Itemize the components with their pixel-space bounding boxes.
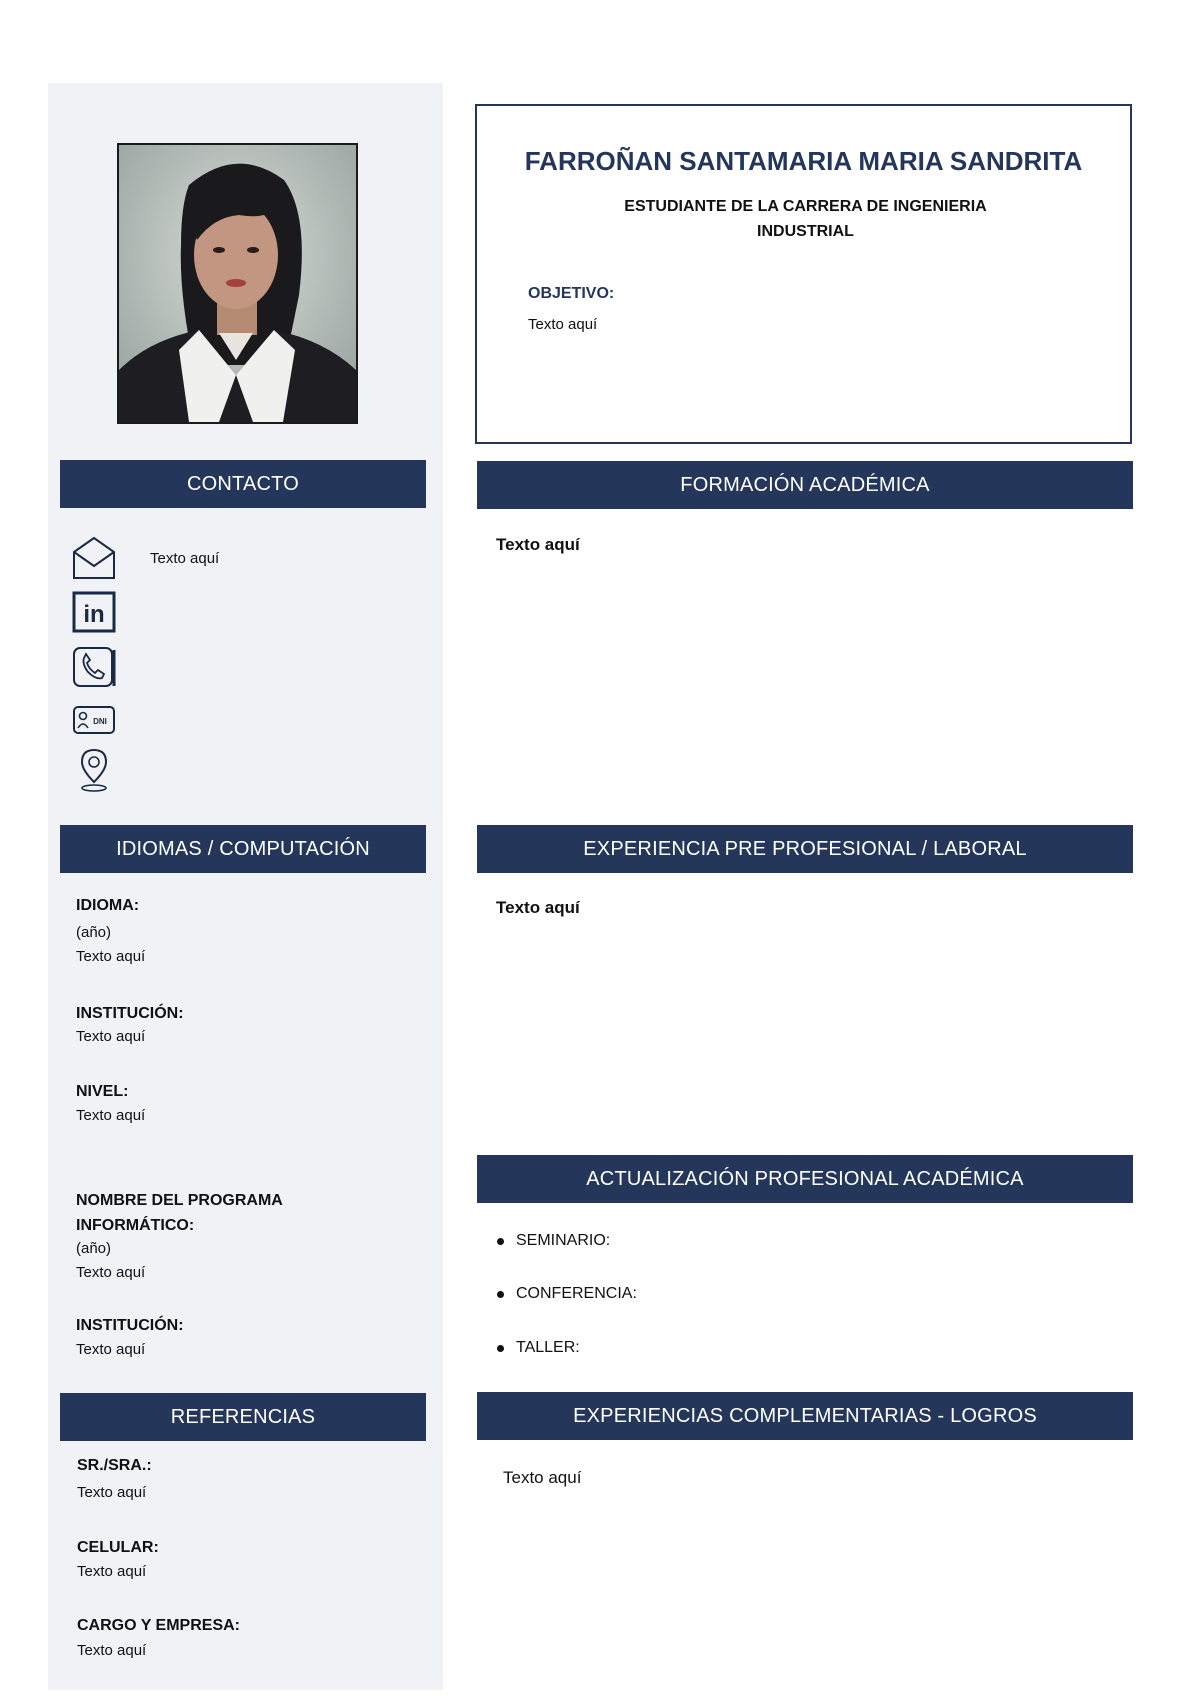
subtitle-line-1: ESTUDIANTE DE LA CARRERA DE INGENIERIA — [624, 198, 987, 215]
languages-section-header — [60, 825, 426, 873]
svg-text:in: in — [83, 601, 105, 628]
nivel-text: Texto aquí — [76, 1107, 146, 1124]
full-name: FARROÑAN SANTAMARIA MARIA SANDRITA — [524, 146, 1083, 176]
profession-subtitle — [597, 194, 1014, 244]
list-item-seminario — [497, 1232, 610, 1250]
envelope-icon — [70, 534, 118, 582]
complementary-section-header — [477, 1392, 1133, 1440]
idioma-label: IDIOMA: — [76, 897, 140, 914]
references-title: REFERENCIAS — [170, 1405, 316, 1428]
sr-text: Texto aquí — [77, 1484, 147, 1501]
objective-text: Texto aquí — [528, 316, 598, 333]
programa-label-line1: NOMBRE DEL PROGRAMA — [76, 1192, 283, 1209]
programa-year: (año) — [76, 1240, 112, 1257]
list-item-conferencia — [497, 1285, 637, 1303]
experience-title: EXPERIENCIA PRE PROFESIONAL / LABORAL — [583, 837, 1027, 860]
institucion-2-text: Texto aquí — [76, 1341, 146, 1358]
references-section-header — [60, 1393, 426, 1441]
linkedin-icon — [70, 588, 118, 636]
programa-text: Texto aquí — [76, 1264, 146, 1281]
experience-text: Texto aquí — [496, 898, 580, 917]
institucion-label: INSTITUCIÓN: — [76, 1005, 184, 1022]
contact-title: CONTACTO — [187, 472, 299, 495]
complementary-text: Texto aquí — [503, 1468, 582, 1487]
subtitle-line-2: INDUSTRIAL — [757, 223, 854, 240]
idioma-text: Texto aquí — [76, 948, 146, 965]
sr-label: SR./SRA.: — [77, 1457, 152, 1474]
bullet-icon — [497, 1238, 504, 1245]
cargo-text: Texto aquí — [77, 1642, 147, 1659]
cargo-label: CARGO Y EMPRESA: — [77, 1617, 240, 1634]
id-card-icon — [70, 696, 118, 744]
complementary-title: EXPERIENCIAS COMPLEMENTARIAS - LOGROS — [573, 1404, 1037, 1427]
celular-text: Texto aquí — [77, 1563, 147, 1580]
svg-text:DNI: DNI — [93, 717, 107, 726]
languages-title: IDIOMAS / COMPUTACIÓN — [116, 837, 370, 860]
nivel-label: NIVEL: — [76, 1083, 129, 1100]
header-box — [475, 104, 1132, 444]
experience-section-header — [477, 825, 1133, 873]
taller-label: TALLER: — [516, 1339, 580, 1356]
list-item-taller — [497, 1339, 580, 1357]
education-text: Texto aquí — [496, 535, 580, 554]
bullet-icon — [497, 1345, 504, 1352]
conferencia-label: CONFERENCIA: — [516, 1285, 637, 1302]
updates-title: ACTUALIZACIÓN PROFESIONAL ACADÉMICA — [586, 1167, 1024, 1190]
education-title: FORMACIÓN ACADÉMICA — [680, 473, 930, 496]
idioma-year: (año) — [76, 924, 112, 941]
celular-label: CELULAR: — [77, 1539, 159, 1556]
profile-photo — [117, 143, 358, 424]
contact-section-header — [60, 460, 426, 508]
objective-title: OBJETIVO: — [528, 285, 615, 302]
bullet-icon — [497, 1291, 504, 1298]
institucion-2-label: INSTITUCIÓN: — [76, 1317, 184, 1334]
seminario-label: SEMINARIO: — [516, 1232, 611, 1249]
education-section-header — [477, 461, 1133, 509]
phone-icon — [70, 642, 118, 690]
programa-label-line2: INFORMÁTICO: — [76, 1217, 195, 1234]
updates-section-header — [477, 1155, 1133, 1203]
contact-email-text: Texto aquí — [150, 550, 220, 567]
institucion-text: Texto aquí — [76, 1028, 146, 1045]
location-pin-icon — [70, 746, 118, 794]
